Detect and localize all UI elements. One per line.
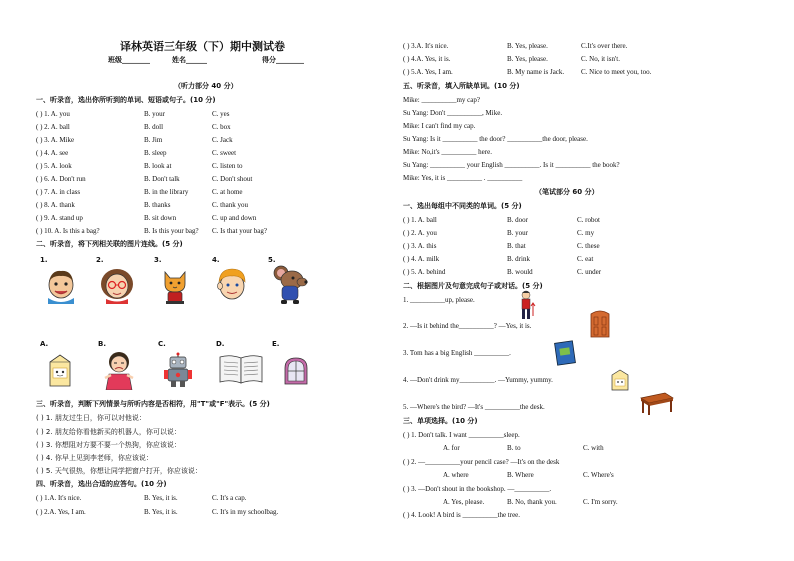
dialogue-line[interactable]: Su Yang: Is it __________ the door? __________the door, please. <box>403 135 588 143</box>
window-icon[interactable] <box>282 356 310 386</box>
choice-b[interactable]: B. Yes, please. <box>507 55 548 63</box>
mcq-option-c[interactable]: C. with <box>583 444 604 452</box>
section-heading: 二、听录音，将下列相关联的图片连线。(5 分) <box>36 240 183 248</box>
dialogue-line[interactable]: Su Yang: __________ your English __________. Is it __________ the book? <box>403 161 620 169</box>
dialogue-line[interactable]: Su Yang: Don't __________, Mike. <box>403 109 503 117</box>
picture-number: 5. <box>268 256 276 264</box>
fill-sentence[interactable]: 2. —Is it behind the__________? —Yes, it is. <box>403 322 532 330</box>
choice-c[interactable]: C. It's in my schoolbag. <box>212 508 279 516</box>
open-book-icon[interactable] <box>218 352 264 386</box>
choice-row[interactable]: ( ) 5. A. look <box>36 162 72 170</box>
picture-number: 3. <box>154 256 162 264</box>
section-heading: 一、听录音，选出你所听到的单词、短语或句子。(10 分) <box>36 96 216 104</box>
choice-c[interactable]: C. sweet <box>212 149 237 157</box>
choice-row[interactable]: ( ) 10. A. Is this a bag? <box>36 227 100 235</box>
choice-row[interactable]: ( ) 4. A. see <box>36 149 69 157</box>
choice-row[interactable]: ( ) 1.A. It's nice. <box>36 494 82 502</box>
choice-row[interactable]: ( ) 9. A. stand up <box>36 214 83 222</box>
choice-c[interactable]: C. these <box>577 242 600 250</box>
choice-b[interactable]: B. Yes, please. <box>507 42 548 50</box>
choice-row[interactable]: ( ) 3. A. this <box>403 242 437 250</box>
judgement-item[interactable]: ( ) 1. 朋友过生日，你可以对他说： <box>36 414 146 422</box>
mcq-option-b[interactable]: B. to <box>507 444 521 452</box>
choice-c[interactable]: C. Jack <box>212 136 233 144</box>
choice-row[interactable]: ( ) 3. A. Mike <box>36 136 75 144</box>
mcq-question[interactable]: ( ) 4. Look! A bird is __________the tree. <box>403 511 521 519</box>
picture-number: 4. <box>212 256 220 264</box>
choice-c[interactable]: C. Don't shout <box>212 175 253 183</box>
picture-letter: A. <box>40 340 49 348</box>
mcq-option-a[interactable]: A. Yes, please. <box>443 498 485 506</box>
choice-c[interactable]: C.It's over there. <box>581 42 628 50</box>
score-field[interactable]: 得分________ <box>262 56 304 64</box>
mcq-question[interactable]: ( ) 2. —__________your pencil case? —It's on the desk <box>403 458 560 466</box>
fill-sentence[interactable]: 5. —Where's the bird? —It's __________the desk. <box>403 403 545 411</box>
written-part-title: （笔试部分 60 分） <box>535 188 599 196</box>
listening-part-title: （听力部分 40 分） <box>174 82 238 90</box>
choice-b[interactable]: B. thanks <box>144 201 171 209</box>
milk-carton-icon <box>609 368 631 392</box>
section-heading: 三、单项选择。(10 分) <box>403 417 478 425</box>
choice-b[interactable]: B. Is this your bag? <box>144 227 199 235</box>
section-heading: 四、听录音，选出合适的应答句。(10 分) <box>36 480 167 488</box>
choice-c[interactable]: C. thank you <box>212 201 248 209</box>
choice-c[interactable]: C. It's a cap. <box>212 494 247 502</box>
judgement-item[interactable]: ( ) 2. 朋友给你看他新买的机器人，你可以说： <box>36 428 181 436</box>
choice-row[interactable]: ( ) 2. A. ball <box>36 123 70 131</box>
choice-c[interactable]: C. my <box>577 229 595 237</box>
picture-number: 1. <box>40 256 48 264</box>
choice-row[interactable]: ( ) 3.A. It's nice. <box>403 42 449 50</box>
choice-row[interactable]: ( ) 1. A. ball <box>403 216 437 224</box>
name-field[interactable]: 姓名______ <box>172 56 207 64</box>
choice-c[interactable]: C. Nice to meet you, too. <box>581 68 652 76</box>
fill-sentence[interactable]: 4. —Don't drink my__________. —Yummy, yummy. <box>403 376 553 384</box>
choice-row[interactable]: ( ) 5.A. Yes, I am. <box>403 68 453 76</box>
choice-row[interactable]: ( ) 6. A. Don't run <box>36 175 86 183</box>
choice-b[interactable]: B. doll <box>144 123 164 131</box>
choice-c[interactable]: C. robot <box>577 216 600 224</box>
choice-row[interactable]: ( ) 4.A. Yes, it is. <box>403 55 451 63</box>
exam-title: 译林英语三年级（下）期中测试卷 <box>120 40 285 53</box>
dialogue-line[interactable]: Mike: I can't find my cap. <box>403 122 476 130</box>
class-field[interactable]: 班级________ <box>108 56 150 64</box>
choice-c[interactable]: C. Is that your bag? <box>212 227 268 235</box>
choice-b[interactable]: B. sleep <box>144 149 167 157</box>
choice-b[interactable]: B. in the library <box>144 188 189 196</box>
choice-c[interactable]: C. eat <box>577 255 594 263</box>
mcq-option-b[interactable]: B. No, thank you. <box>507 498 557 506</box>
choice-b[interactable]: B. Don't talk <box>144 175 180 183</box>
choice-b[interactable]: B. that <box>507 242 526 250</box>
choice-b[interactable]: B. would <box>507 268 533 276</box>
dialogue-line[interactable]: Mike: __________my cap? <box>403 96 480 104</box>
mcq-option-c[interactable]: C. I'm sorry. <box>583 498 618 506</box>
choice-b[interactable]: B. your <box>144 110 165 118</box>
choice-row[interactable]: ( ) 7. A. in class <box>36 188 81 196</box>
choice-b[interactable]: B. Yes, it is. <box>144 508 178 516</box>
mcq-option-a[interactable]: A. where <box>443 471 469 479</box>
choice-b[interactable]: B. look at <box>144 162 172 170</box>
judgement-item[interactable]: ( ) 5. 天气很热，你想让同学把窗户打开，你应该说： <box>36 467 202 475</box>
choice-row[interactable]: ( ) 8. A. thank <box>36 201 75 209</box>
cat-icon[interactable] <box>160 268 190 304</box>
picture-letter: E. <box>272 340 280 348</box>
milk-carton-icon[interactable] <box>46 352 74 388</box>
picture-letter: C. <box>158 340 166 348</box>
choice-row[interactable]: ( ) 4. A. milk <box>403 255 440 263</box>
section-heading: 三、听录音，判断下列情景与所听内容是否相符，用"T"或"F"表示。(5 分) <box>36 400 270 408</box>
choice-b[interactable]: B. drink <box>507 255 530 263</box>
choice-c[interactable]: C. yes <box>212 110 230 118</box>
choice-row[interactable]: ( ) 1. A. you <box>36 110 70 118</box>
dialogue-line[interactable]: Mike: No,it's __________ here. <box>403 148 492 156</box>
choice-c[interactable]: C. No, it isn't. <box>581 55 620 63</box>
mcq-question[interactable]: ( ) 1. Don't talk. I want __________sleep. <box>403 431 520 439</box>
choice-c[interactable]: C. box <box>212 123 231 131</box>
choice-row[interactable]: ( ) 5. A. behind <box>403 268 446 276</box>
picture-letter: B. <box>98 340 106 348</box>
choice-c[interactable]: C. up and down <box>212 214 257 222</box>
section-heading: 二、根据图片及句意完成句子或对话。(5 分) <box>403 282 543 290</box>
boy-face-icon[interactable] <box>44 268 78 304</box>
mcq-option-b[interactable]: B. Where <box>507 471 534 479</box>
english-book-icon <box>553 340 577 366</box>
judgement-item[interactable]: ( ) 3. 你想阻对方要不要一个热狗，你应该说： <box>36 441 181 449</box>
mcq-option-a[interactable]: A. for <box>443 444 460 452</box>
choice-row[interactable]: ( ) 2. A. you <box>403 229 437 237</box>
dialogue-line[interactable]: Mike: Yes, it is __________ . __________ <box>403 174 523 182</box>
section-heading: 五、听录音，填入所缺单词。(10 分) <box>403 82 520 90</box>
picture-number: 2. <box>96 256 104 264</box>
desk-icon <box>639 390 675 416</box>
door-icon <box>589 308 611 338</box>
boy-standing-icon <box>517 290 537 322</box>
mcq-question[interactable]: ( ) 3. —Don't shout in the bookshop. —__________. <box>403 485 552 493</box>
mcq-option-c[interactable]: C. Where's <box>583 471 614 479</box>
choice-b[interactable]: B. My name is Jack. <box>507 68 565 76</box>
boy-blonde-icon[interactable] <box>214 266 250 304</box>
section-heading: 一、选出每组中不同类的单词。(5 分) <box>403 202 522 210</box>
choice-c[interactable]: C. under <box>577 268 602 276</box>
choice-row[interactable]: ( ) 2.A. Yes, I am. <box>36 508 86 516</box>
choice-b[interactable]: B. Yes, it is. <box>144 494 178 502</box>
choice-c[interactable]: C. listen to <box>212 162 243 170</box>
mouse-icon[interactable] <box>272 264 312 306</box>
crying-girl-icon[interactable] <box>102 350 136 390</box>
choice-b[interactable]: B. Jim <box>144 136 163 144</box>
girl-glasses-icon[interactable] <box>98 266 136 304</box>
robot-icon[interactable] <box>162 352 194 388</box>
choice-c[interactable]: C. at home <box>212 188 243 196</box>
choice-b[interactable]: B. your <box>507 229 528 237</box>
choice-b[interactable]: B. door <box>507 216 528 224</box>
judgement-item[interactable]: ( ) 4. 你早上见到李老师，你应该说： <box>36 454 153 462</box>
choice-b[interactable]: B. sit down <box>144 214 177 222</box>
picture-letter: D. <box>216 340 225 348</box>
fill-sentence[interactable]: 1. __________up, please. <box>403 296 475 304</box>
fill-sentence[interactable]: 3. Tom has a big English __________. <box>403 349 511 357</box>
